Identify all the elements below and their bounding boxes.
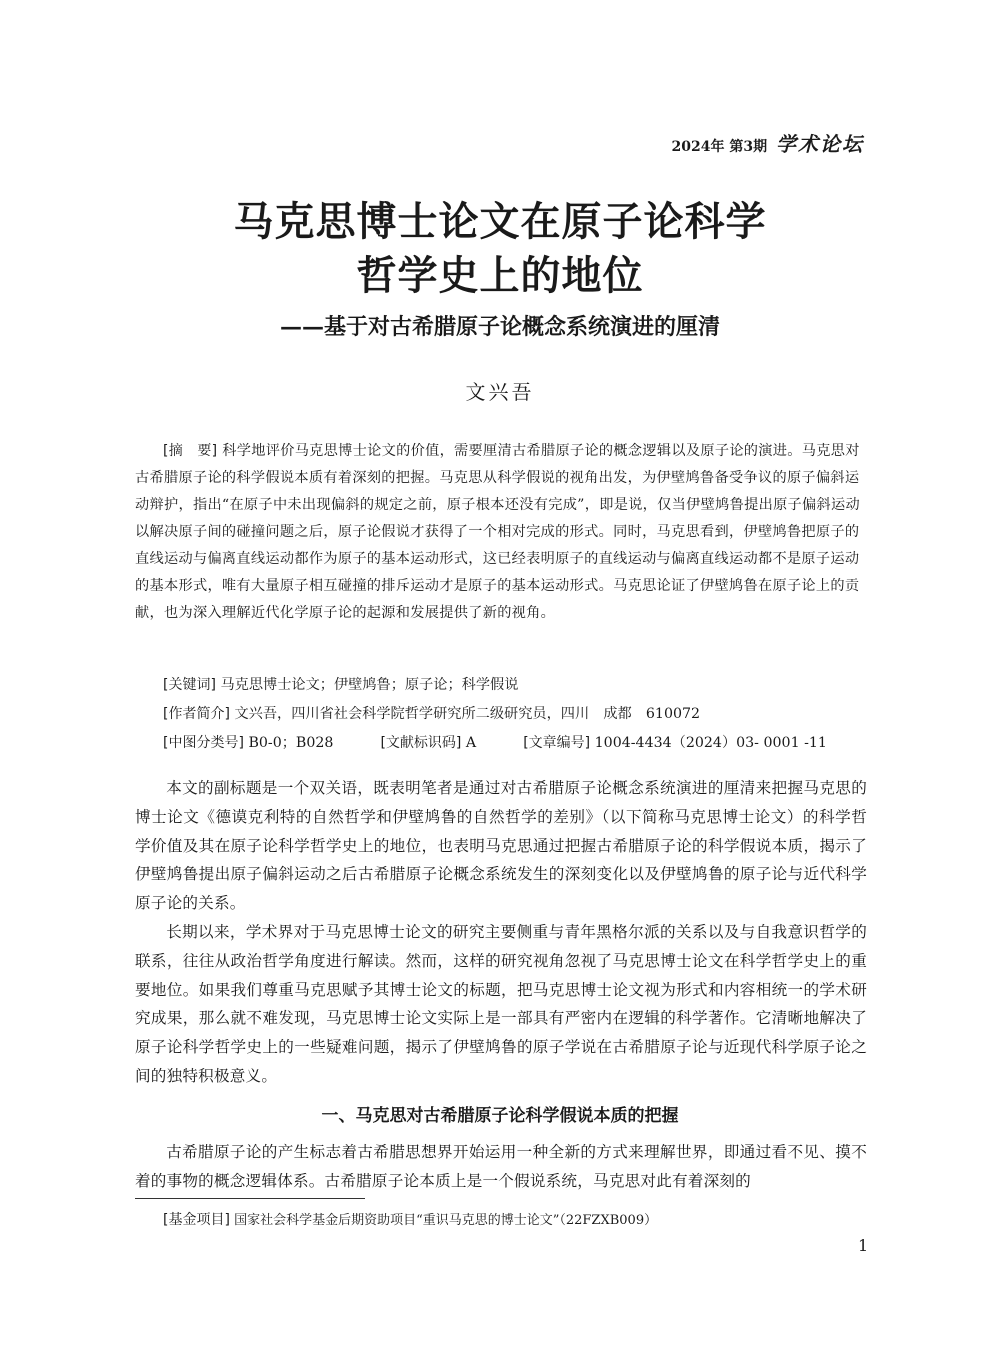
title-line-2: 哲学史上的地位 [356,253,644,299]
journal-issue: 2024年 第3期 [671,139,768,155]
article-number-tag: [文章编号] [523,735,591,751]
journal-name: 学术论坛 [776,132,864,156]
footnote-text: 国家社会科学基金后期资助项目“重识马克思的博士论文”（22FZXB009） [234,1213,658,1228]
article-number-value: 1004-4434（2024）03- 0001 -11 [594,735,827,751]
body-paragraph-1: 本文的副标题是一个双关语，既表明笔者是通过对古希腊原子论概念系统演进的厘清来把握马克思的博士论文《德谟克利特的自然哲学和伊壁鸠鲁的自然哲学的差别》（以下简称马克思博士论文）的科学哲学价值及其在原子论科学哲学史上的地位，也表明马克思通过把握古希腊原子论的科学假说本质，揭示了伊壁鸠鲁提出原子偏斜运动之后古希腊原子论概念系统发生的深刻变化以及伊壁鸠鲁的原子论与近代科学原子论的关系。 [135,779,867,913]
body-section-1 [135,1138,867,1196]
footnote-tag: [基金项目] [163,1212,230,1228]
doc-code-value: A [465,735,477,751]
classification-line [163,732,827,752]
section-heading: 一、马克思对古希腊原子论科学假说本质的把握 [321,1106,679,1126]
page-number: 1 [858,1236,869,1255]
author-intro [163,703,700,723]
author-name: 文兴吾 [465,380,535,404]
abstract-tag: [摘 要] [163,443,218,459]
author-intro-text: 文兴吾，四川省社会科学院哲学研究所二级研究员，四川 成都 610072 [234,706,701,722]
clc-tag: [中图分类号] [163,735,244,751]
abstract-text: 科学地评价马克思博士论文的价值，需要厘清古希腊原子论的概念逻辑以及原子论的演进。马克思对古希腊原子论的科学假说本质有着深刻的把握。马克思从科学假说的视角出发，为伊壁鸠鲁备受争议的原子偏斜运动辩护，指出“在原子中未出现偏斜的规定之前，原子根本还没有完成”，即是说，仅当伊壁鸠鲁提出原子偏斜运动以解决原子间的碰撞问题之后，原子论假说才获得了一个相对完成的形式。同时，马克思看到，伊壁鸠鲁把原子的直线运动与偏离直线运动都作为原子的基本运动形式，这已经表明原子的直线运动与偏离直线运动都不是原子运动的基本形式，唯有大量原子相互碰撞的排斥运动才是原子的基本运动形式。马克思论证了伊壁鸠鲁在原子论上的贡献，也为深入理解近代化学原子论的起源和发展提供了新的视角。 [135,443,860,621]
footnote-divider [135,1198,365,1199]
author-intro-tag: [作者简介] [163,706,230,722]
title-line-1: 马克思博士论文在原子论科学 [233,199,767,245]
abstract [135,438,867,627]
doc-code-tag: [文献标识码] [380,735,462,751]
keywords-tag: [关键词] [163,677,216,693]
clc-value: B0-0；B028 [248,735,334,751]
subtitle: ——基于对古希腊原子论概念系统演进的厘清 [279,314,720,340]
body-paragraph-3: 古希腊原子论的产生标志着古希腊思想界开始运用一种全新的方式来理解世界，即通过看不见、摸不着的事物的概念逻辑体系。古希腊原子论本质上是一个假说系统，马克思对此有着深刻的 [135,1143,867,1190]
keywords-text: 马克思博士论文；伊壁鸠鲁；原子论；科学假说 [220,677,519,693]
body-intro [135,774,867,1091]
keywords [163,674,518,694]
body-paragraph-2: 长期以来，学术界对于马克思博士论文的研究主要侧重与青年黑格尔派的关系以及与自我意识哲学的联系，往往从政治哲学角度进行解读。然而，这样的研究视角忽视了马克思博士论文在科学哲学史上的重要地位。如果我们尊重马克思赋予其博士论文的标题，把马克思博士论文视为形式和内容相统一的学术研究成果，那么就不难发现，马克思博士论文实际上是一部具有严密内在逻辑的科学著作。它清晰地解决了原子论科学哲学史上的一些疑难问题，揭示了伊壁鸠鲁的原子学说在古希腊原子论与近现代科学原子论之间的独特积极意义。 [135,922,867,1085]
journal-header [672,128,864,157]
footnote [163,1209,657,1229]
